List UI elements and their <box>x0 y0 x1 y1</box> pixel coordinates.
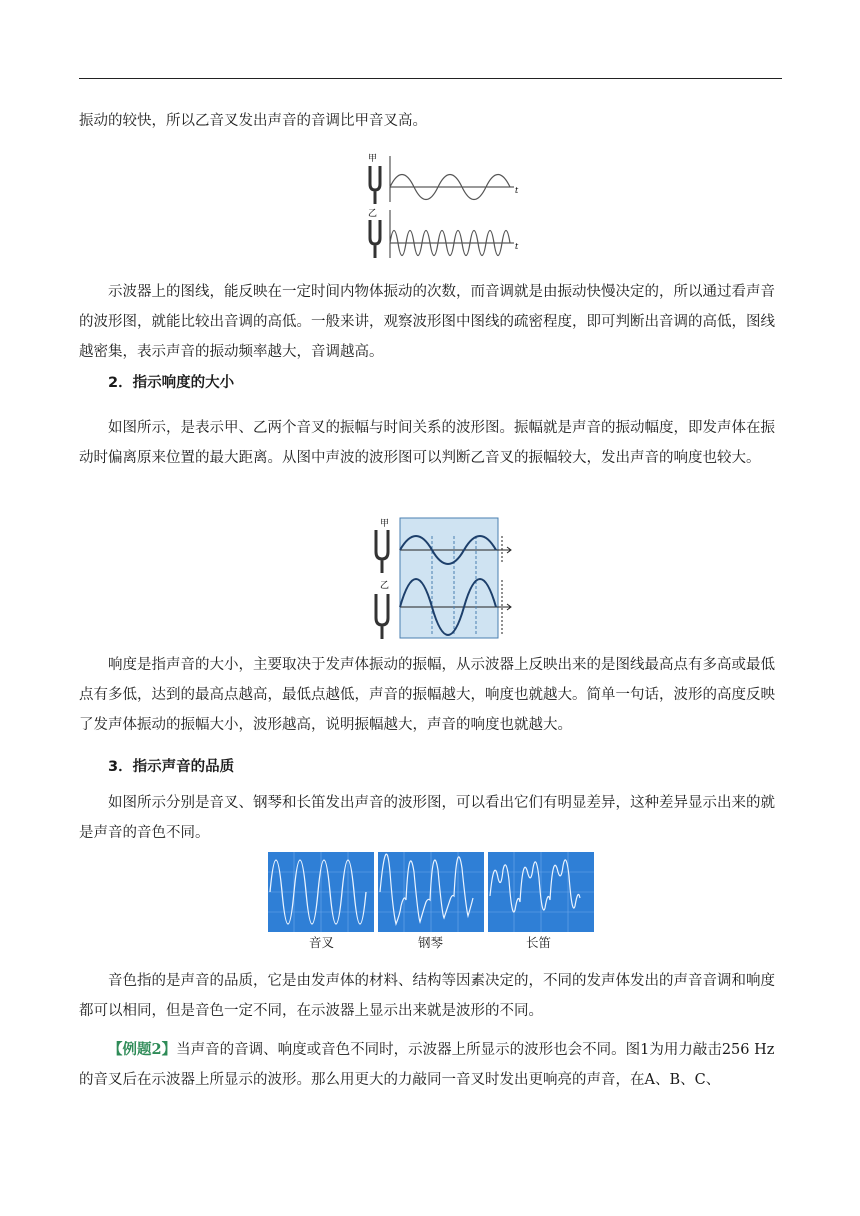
axis-t: t <box>515 186 519 195</box>
label-jia: 甲 <box>368 154 378 164</box>
label-jia: 甲 <box>380 519 390 529</box>
timbre-waveform-figure <box>268 852 594 932</box>
tuning-fork-icon <box>376 530 388 573</box>
caption-piano: 钢琴 <box>418 935 444 950</box>
tuning-fork-icon <box>370 220 380 258</box>
label-yi: 乙 <box>380 581 390 591</box>
tuning-fork-screen <box>268 852 374 932</box>
section-heading: 3．指示声音的品质 <box>108 759 235 775</box>
tuning-fork-icon <box>376 594 388 639</box>
tuning-fork-icon <box>370 166 380 204</box>
example-text: 当声音的音调、响度或音色不同时，示波器上所显示的波形也会不同。图1为用力敲击256 Hz的音叉后在示波器上所显示的波形。那么用更大的力敲同一音叉时发出更响亮的声音，在A、B、C、 <box>79 1042 775 1088</box>
label-yi: 乙 <box>368 209 378 219</box>
loudness-waveform-figure <box>370 516 522 642</box>
flute-screen <box>488 852 594 932</box>
piano-screen <box>378 852 484 932</box>
paragraph: 如图所示，是表示甲、乙两个音叉的振幅与时间关系的波形图。振幅就是声音的振动幅度，即发声体在振动时偏离原来位置的最大距离。从图中声波的波形图可以判断乙音叉的振幅较大，发出声音的响度也较大。 <box>79 420 775 466</box>
svg-text:t: t <box>515 242 519 251</box>
paragraph: 振动的较快，所以乙音叉发出声音的音调比甲音叉高。 <box>79 113 427 129</box>
paragraph: 响度是指声音的大小，主要取决于发声体振动的振幅，从示波器上反映出来的是图线最高点有多高或最低点有多低，达到的最高点越高，最低点越低，声音的振幅越大，响度也就越大。简单一句话，波形的高度反映了发声体振动的振幅大小，波形越高，说明振幅越大，声音的响度也就越大。 <box>79 657 775 733</box>
header-rule <box>79 78 782 79</box>
paragraph: 示波器上的图线，能反映在一定时间内物体振动的次数，而音调就是由振动快慢决定的，所以通过看声音的波形图，就能比较出音调的高低。一般来讲，观察波形图中图线的疏密程度，即可判断出音调的高低，图线越密集，表示声音的振动频率越大，音调越高。 <box>79 284 775 360</box>
example-paragraph <box>79 1035 782 1095</box>
example-label: 【例题2】 <box>108 1041 177 1058</box>
caption-flute: 长笛 <box>526 935 552 950</box>
pitch-waveform-figure <box>364 150 524 262</box>
caption-tuning-fork: 音叉 <box>309 935 335 950</box>
section-heading: 2．指示响度的大小 <box>108 375 235 391</box>
paragraph: 如图所示分别是音叉、钢琴和长笛发出声音的波形图，可以看出它们有明显差异，这种差异显示出来的就是声音的音色不同。 <box>79 795 775 841</box>
paragraph: 音色指的是声音的品质，它是由发声体的材料、结构等因素决定的，不同的发声体发出的声音音调和响度都可以相同，但是音色一定不同，在示波器上显示出来就是波形的不同。 <box>79 973 775 1019</box>
